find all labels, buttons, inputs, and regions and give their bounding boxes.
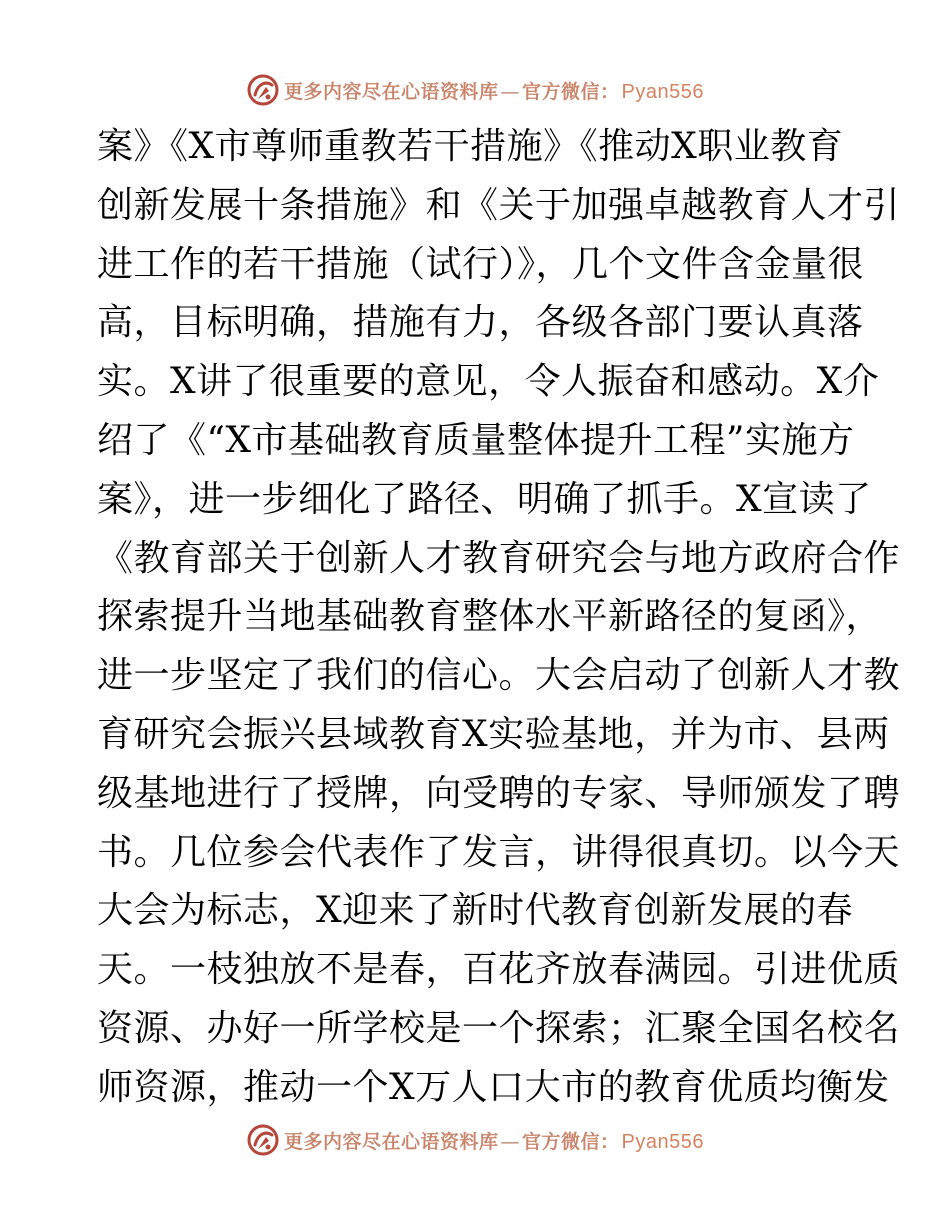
watermark-wechat-label: 官方微信：: [522, 1130, 620, 1153]
watermark-wechat-id: Pyan556: [621, 1130, 704, 1153]
text-line: 级基地进行了授牌，向受聘的专家、导师颁发了聘: [97, 772, 901, 814]
watermark-separator: —: [500, 80, 521, 103]
footer-watermark: [0, 1120, 950, 1160]
text-line: 进一步坚定了我们的信心。大会启动了创新人才教: [97, 655, 901, 697]
watermark-main-text: 更多内容尽在心语资料库: [284, 80, 499, 103]
watermark-wechat-label: 官方微信：: [522, 80, 620, 103]
text-line: 创新发展十条措施》和《关于加强卓越教育人才引: [97, 184, 901, 226]
text-line: 天。一枝独放不是春，百花齐放春满园。引进优质: [97, 949, 901, 991]
text-line: 高，目标明确，措施有力，各级各部门要认真落: [97, 302, 864, 344]
watermark-text: [284, 77, 704, 104]
text-line: 进工作的若干措施（试行）》，几个文件含金量很: [97, 243, 865, 285]
text-line: 育研究会振兴县域教育X实验基地，并为市、县两: [97, 713, 890, 755]
document-body: [97, 118, 901, 1118]
text-line: 案》，进一步细化了路径、明确了抓手。X宣读了: [97, 478, 872, 520]
text-line: 资源、办好一所学校是一个探索；汇聚全国名校名: [97, 1007, 901, 1049]
text-line: 案》《X市尊师重教若干措施》《推动X职业教育: [97, 126, 844, 167]
watermark-text: [284, 1127, 704, 1154]
text-line: 师资源，推动一个X万人口大市的教育优质均衡发: [97, 1066, 890, 1108]
text-line: 书。几位参会代表作了发言，讲得很真切。以今天: [97, 831, 901, 873]
header-watermark: [0, 70, 950, 110]
text-line: 实。X讲了很重要的意见，令人振奋和感动。X介: [97, 361, 880, 403]
text-line: 《教育部关于创新人才教育研究会与地方政府合作: [97, 537, 901, 579]
brand-logo-icon: [246, 1123, 280, 1157]
brand-logo-icon: [246, 73, 280, 107]
watermark-wechat-id: Pyan556: [621, 80, 704, 103]
watermark-main-text: 更多内容尽在心语资料库: [284, 1130, 499, 1153]
text-line: 大会为标志，X迎来了新时代教育创新发展的春: [97, 890, 854, 932]
text-line: 探索提升当地基础教育整体水平新路径的复函》，: [97, 596, 883, 638]
watermark-separator: —: [500, 1130, 521, 1153]
text-line: 绍了《“X市基础教育质量整体提升工程”实施方: [97, 419, 855, 461]
